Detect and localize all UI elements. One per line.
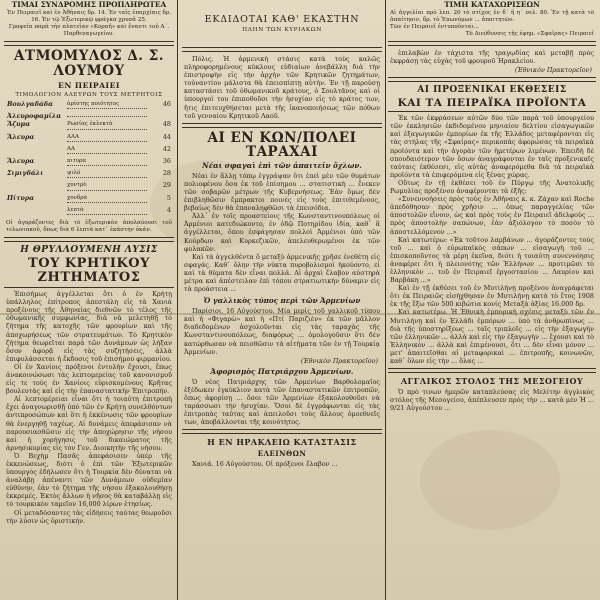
heraklion-headline: Η ΕΝ ΗΡΑΚΛΕΙΩ ΚΑΤΑΣΤΑΣΙΣ	[207, 437, 357, 448]
price-item-value	[149, 112, 171, 120]
price-row	[4, 100, 174, 112]
article-paragraph: Παρίσιοι, 16 Αὐγούστου. Μία μερὶς τοῦ γαλλικοῦ τύπου καὶ ἡ «Φιγαρὼ» καὶ ἡ «Πτί Παριζιὲν» ἐκ τῶν μᾶλλον διαδεδομένων ἀσχολοῦνται εἰς τὰς ταραχὰς τῆς Κωνσταντινουπόλεως, διαφόρως ... ὁμολογοῦσιν ὅτι δὲν κατώρθωσαν νὰ πεισθῶσιν τὰ αἰτήματα τῶν ἐν τῇ Τουρκίᾳ Ἀρμενίων.	[184, 307, 380, 356]
article-paragraph: Οὕτως ἐν τῇ ἐκθέσει τοῦ ἐν Πύργῳ τῆς Ἀνατολικῆς Ρωμυλίας προξένου ἀναφέρονται τὰ ἑξῆς:	[390, 178, 594, 196]
article-paragraph: Ἐπισήμως ἀγγέλλεται ὅτι ὁ ἐν Κρήτῃ ὑπάλληλος ἐπίτροπος ἀπεστάλη εἰς τὰ Χανιά προξένους τῆς Ἀθηναίας διεθνῶν τὸ τέλος τῆς ὀθωμανικῆς συμφωνίας, διὰ νὰ μελετηθῇ τὸ ζήτημα τῆς κατοχῆς τῶν φρουρίων καὶ τῆς ἀποχωρήσεως τῶν στρατευμάτων. Τὸ Κρητικὸν ζήτημα θεωρεῖται παρὰ τῶν Δυνάμεων ὡς λήξαν ὅσον ἀφορᾷ εἰς τὰς συζητήσεις, ἀλλὰ ἐπιφυλάσσεται ἡ ἔκδοσις τοῦ ἐπισήμου φιρμανίου.	[6, 290, 172, 363]
divider	[4, 287, 174, 288]
heraklion-subheadline: ΕΛΕΙΝΘΩΝ	[257, 449, 307, 459]
article-paragraph: Καὶ κατωτέρω: «Ἐκ τοῦτου λαμβάνων ... ἀγοράζοντες τοὺς τοῦ ... καὶ ὁ εὐρωπαϊκὸς σάπων ... εἰσαγωγὴ τοῦ ... ἐπισκοποῦντος τὰ μέρη ἐκεῖνα, διότι ἡ τοιαύτη συνεννόησις ἀναφέρει ὅτι ἡ πλειονότης τῶν Ἑλλήνων ... προτιμῶσι τὸ ἑλληνικὸν ... τοῦ ἐν Πειραιεῖ ἐργοστασίου ... Λαυρίου καὶ Βαρβάκη ...»	[390, 235, 594, 285]
price-item-value: 36	[162, 157, 171, 166]
price-item-name: Σιμιγδάλι	[7, 169, 44, 178]
price-row	[4, 169, 174, 181]
source-signature: (Ἐθνικὸν Πρακτορεῖον)	[300, 356, 378, 365]
price-item-value: 46	[162, 100, 171, 108]
article-paragraph: Ἀλλ᾽ ἐν τοῖς προαστείοις τῆς Κωνσταντινουπόλεως οἱ Ἀρμένιοι κατεδιώκοντο, ἐν ὁδῷ Ποτηρίδου ἰδία, καθ᾽ ἃ ἀγγέλλεται, ὅπου ἐσφάγησαν πολλοὶ Ἀρμένιοι ὑπὸ τῶν Κούρδων καὶ Κυρκεζικῶν, ἀπελευθερωμένοι ἐκ τῶν φυλακῶν.	[184, 212, 380, 253]
price-item-description: λεπτὰ	[67, 206, 147, 215]
article-paragraph: Καὶ ἐν τῇ ἐκθέσει τοῦ ἐν Μυτιλήνῃ προξένου ἀναγράφεται ὅτι ἐκ Πειραιῶς εἰσήχθησαν ἐν Μυτιλήνῃ κατὰ τὸ ἔτος 1908 ἐκ τῆς ἕξω τῶν 500 κιβώτια κονίς Μεταξὰ ἀξίας 16.000 δρ.	[390, 284, 594, 309]
price-item-value: 28	[162, 169, 171, 178]
editorial-address: Τὸ Διεύθυνσις τῆς ἐφημ. «Σφαῖρας» Πειραιεῖ	[465, 31, 594, 37]
divider	[388, 368, 596, 373]
price-item-name	[7, 206, 65, 218]
price-item-description: ΑΑ	[67, 145, 147, 154]
consular-headline-main: ΚΑΙ ΤΑ ΠΕΙΡΑΪΚΑ ΠΡΟΪΟΝΤΑ	[397, 97, 587, 110]
divider	[182, 123, 382, 128]
article-paragraph: Καὶ τὰ ἀγγελθέντα ὅ μεταξὺ ἀρμενικῆς χρῆσε ἐνεθέτη εἰς σφαγάς. Καθ᾽ ὅλην τὴν νύκτα πυροβολισμοὶ ἠκούοντο, εἰ καὶ τὰ θύματα δὲν εἶναι πολλά. Αἱ ἀρχαὶ ἔλαβον αὐστηρὰ μέτρα καὶ ἀπέστειλαν ἐπὶ τόπου στρατιωτικὴν δύναμιν εἰς τὰ προάστεια ...	[184, 252, 380, 294]
column-left	[4, 0, 174, 600]
article-paragraph: Ἐκ τῶν ἐκφράσεων αὐτῶν δύο τῶν παρὰ τοῦ ὑπουργείου τῶν ἐκκλησιῶν ἐκδιδομένου μηνιαίου δελτίου εἰσαγωγικῶν καὶ ἐξαγωγικῶν ἐμπορίων ἐκ τῆς Ἑλλάδος μεταφέρονται εἰς τὰς στήλας τῆς «Σφαίρας» περικοπὰς ἀφορώσας τὰ πειραϊκὰ προϊόντα καὶ τὴν ἀγορὰν τῶν ἡμετέρων λιμένων. Ἐπειδὴ δὲ σπουδαιότερον τῶν ὅσων ἀναγράφονται ἐν ταῖς προξενικαῖς ταύταις ἐκθέσεσι, εἰς αὐτὰς ἀναφερόμεθα διὰ τὰ πειραϊκὰ προϊόντα τὰ ἐπιφερόμενα εἰς ξένας χώρας.	[390, 114, 594, 179]
price-item-description: ΑΑΑ	[67, 133, 147, 142]
paper-fold	[0, 313, 600, 315]
masthead-center	[182, 0, 382, 44]
intro-paragraph: ἐπιλαβὼν ἐν τάχιστα τῆς τραγῳδίας καὶ μεταβῇ πρὸς ἐκφράσῃ τὰς εὐχὰς τοῦ φρουροῦ Ἡρακλείου.	[390, 49, 594, 66]
article-paragraph: Οἱ μεταδόσαντες τὰς εἰδήσεις ταύτας θεωροῦσι τὴν λύσιν ὡς ὁριστικήν.	[6, 508, 172, 525]
fleet-headline: ΑΓΓΛΙΚΟΣ ΣΤΟΛΟΣ ΤΗΣ ΜΕΣΟΓΕΙΟΥ	[400, 376, 584, 387]
price-item-value: 4	[166, 205, 171, 214]
column-rule	[385, 0, 386, 600]
divider	[388, 111, 596, 112]
price-item-description: χονδρὰ	[67, 194, 147, 203]
price-item-name: Ἄζυμα	[7, 120, 31, 129]
section-subheadline: Ἀφορισμὸς Πατριάρχου Ἀρμενίων.	[210, 366, 354, 376]
intro-paragraph: Πόλις. Ἡ ἀρμενικὴ στάσις κατὰ τοὺς καλῶς πληροφορημένους κύκλους εὐδιαίων ἀνεβάλλη διὰ τὴν ἐπιστροφὴν εἰς τὴν ἀρχὴν τῶν Κρητικῶν ζητημάτων, τοὐναντίον μάλιστα θὰ ἐπεισπίπτῃ αὐτήν. Ἐν τῇ παρούσῃ καταστάσει τοῦ ὀθωμανικοῦ κράτους, ὁ Σουλτᾶνος καὶ οἱ ὑπουργοὶ του ἐπιποθοῦσι τὴν ἡσυχίαν εἰς τὸ κράτος των, ἥτις ἐπιτευχθήσεται μετὰ τῆς ἱκανοποιήσεως τῶν πόθων τοῦ γενναίου Κρητικοῦ Λαοῦ.	[184, 55, 380, 120]
price-row	[4, 206, 174, 218]
price-item-description	[67, 112, 147, 117]
article-paragraph: Ὁ πρὸ τινων ἡμερῶν καταπλεύσας εἰς Μελίτην ἀγγλικὸς στόλος τῆς Μεσογείου, ἀπέπλευσεν πρὸς τὴν ... κατὰ μὲν Ἡ ... 9/21 Αὐγούστου ...	[390, 388, 594, 413]
price-row	[4, 133, 174, 145]
mill-advertisement	[4, 49, 174, 234]
subscription-title: ΤΙΜΑΙ ΣΥΝΔΡΟΜΗΣ ΠΡΟΠΛΗΡΩΤΕΑ	[11, 0, 167, 9]
price-row	[4, 194, 174, 206]
price-item-value: 29	[162, 181, 171, 190]
advertising-rates-text: Τῶν ἐν Πειραιεῖ ἐντυποῦνται...	[390, 24, 479, 30]
office-address: Γραφεῖα παρὰ τὴν πλατεῖαν «Κοραῆ» καὶ ἔναντι τοῦ Α΄. Παρθεναγωγείου.	[8, 24, 170, 37]
section-subheadline: Ὁ γαλλικὸς τύπος περὶ τῶν Ἀρμενίων	[203, 296, 361, 306]
price-item-value: 42	[162, 144, 171, 153]
mill-ad-title: ΑΤΜΟΜΥΛΟΣ Δ. Σ. ΛΟΥΜΟΥ	[14, 48, 164, 79]
article-paragraph: Χανιά. 16 Αὐγούστου. Οἱ πρόξενοι ἔλαβον ...	[192, 460, 338, 469]
advertising-rates-text: Αἱ ἀγγελίαι πρὸ λεπ. 20 τὸ στίχος ἐν δ΄ ἢ η΄ σελ. 80. Ἐν τῇ κατὰ τὸ ἀπαίτησιν, δρ. τὸ Ἐπωνύμων ... ἀπαιτητῶν.	[390, 10, 594, 23]
mill-ad-note: Οἱ ἀγοράζοντες διὰ τὸ ἐξωτερικὸν ἀπολαύουσι τοῦ τελωνιακοῦ, ὅπως διὰ 6 λεπτὰ κατ᾽ ἑκάστην ὀκάν.	[6, 220, 172, 234]
price-row	[4, 181, 174, 193]
advertising-rates-title: ΤΙΜΗ ΚΑΤΑΧΩΡΙΣΕΩΝ	[444, 0, 540, 9]
price-item-name: Ἄλευρα	[7, 157, 35, 166]
article-paragraph: «Συνεννοήσεις πρὸς τοὺς ἐν Ἀθήναις κ. κ. Ζάχαν καὶ Roche ἀπεδόθησαν πρὸς χρῆσιν ... ὅπως παραγγελίας τῶν ἀποστολῶν εἴνοιν, ὡς καὶ πρὸς τοὺς ἐν Πειραιεῖ ἀδελφοὺς ... πρὸς ἀποστολὴν σαπώνων, ἐὰν ἀξιόλογον τὸ ποσὸν τὸ ἀποστελλόμενον ...»	[390, 195, 594, 236]
price-item-value: 48	[162, 120, 171, 129]
price-item-value: 44	[162, 132, 171, 141]
publication-exception: ΠΛΗΝ ΤΩΝ ΚΥΡΙΑΚΩΝ	[242, 26, 322, 33]
price-item-name	[7, 181, 65, 193]
price-item-name: Ἀλευροφαμίλα	[7, 112, 62, 121]
subscription-box	[4, 0, 174, 38]
riots-headline: ΑΙ ΕΝ ΚΩΝ/ΠΟΛΕΙ ΤΑΡΑΧΑΙ	[207, 129, 357, 160]
mill-ad-location: ΕΝ ΠΕΙΡΑΙΕΙ	[58, 81, 120, 90]
price-list	[4, 100, 174, 218]
price-item-name	[7, 145, 65, 157]
advertising-rates-box	[388, 0, 596, 38]
article-paragraph: Αἱ λεπτομέρειαι εἶναι ὅτι ἡ τοιαύτη ἐπιτροπὴ ἔχει ἀναγνωρισθῇ ὑπὸ τῶν ἐν Κρήτῃ συνελθόντων ἀντιπροσώπων καὶ ὅτι ἡ ἐκκένωσις τῶν φρουρίων θὰ ἐνεργηθῇ ταχέως. Αἱ δυνάμεις ἀπεφάσισαν νὰ παρουσιασθῶσιν εἰς τὴν ἀποχώρησιν τῆς νήσου καὶ ἡ χορήγησις τοῦ δικαιώματος τῆς ἀρνησικυρίας εἰς τὸν Γεν. Διοικητὴν τῆς νήσου.	[6, 395, 172, 452]
price-item-name: Ἄλευρα	[7, 132, 35, 141]
price-item-name: Βουλγαδάδα	[7, 100, 54, 108]
divider	[4, 41, 174, 46]
article-headline: Η ΘΡΥΛΛΟΥΜΕΝΗ ΛΥΣΙΣ	[20, 245, 158, 256]
source-signature: (Ἐθνικὸν Πρακτορεῖον)	[514, 66, 592, 75]
article-paragraph: Νέαι ἐν ἄλλῃ τόπῳ ἐγγράψαν ὅτι ἐπεὶ μὲν τῶν θυμάτων πολιοφένου ὅσα ἐκ τοῦ ἐπίσημου ... στατιστικὴ ... ἕνεκεν τῶν σοβαρῶν μέτρων τῆς Κυβερνήσεως. Ἐὰν ὅμως δὲν ἐπιβληθῶσιν ἔμπρακτοι ποινὲς εἰς τοὺς ἐπιτιθεμένους, βεβαίως δὲν θὰ ἐπαναληφθῶσι τὰ ἐπεισόδια.	[184, 171, 380, 213]
subscription-prices: Ἐν Πειραιεῖ καὶ ἐν Ἀθήναις δρ. 14. Ἐν ταῖς ἐπαρχίαις δρ. 16. Ἐν τῷ Ἐξωτερικῷ φράγκα χρυσᾶ 25.	[7, 10, 171, 23]
cretan-question-article	[4, 245, 174, 525]
divider	[4, 237, 174, 242]
price-item-description: Ρωσίας ἐκλεκτὰ	[67, 120, 147, 129]
publication-frequency: ΕΚΔΙΔΟΤΑΙ ΚΑΘ' ΕΚΑΣΤΗΝ	[204, 13, 360, 25]
price-item-name: Πίτυρα	[7, 193, 35, 202]
article-headline-main: ΤΟΥ ΚΡΗΤΙΚΟΥ ΖΗΤΗΜΑΤΟΣ	[28, 256, 150, 286]
divider	[182, 429, 382, 434]
divider	[182, 47, 382, 52]
article-paragraph: Οἱ ἐν Χανίοις πρόξενοι ἐντολὴν ἔχουσι, ἔπως ἀνακοινώσωσι τὰς λεπτομερείας τοῦ κανονισμοῦ εἰς τε τοὺς ἐν Χανίοις εὑρισκομένους Κρῆτας βουλευτὰς καὶ εἰς τὴν ἐπαναστατικὴν Ἐπιτροπήν.	[6, 362, 172, 396]
article-paragraph: Ὁ νέος Πατριάρχης τῶν Ἀρμενίων Βαρθολομαῖος ἐξέδωκεν ἐγκύκλιον κατὰ τῶν ἐπαναστατικῶν ἐπιτροπῶν, ὅπως ἀφορίσῃ ... ὅσοι τῶν Ἀρμενίων ἐξακολουθοῦσι νὰ ταράσσωσι τὴν ἡσυχίαν. Ὅσοι δὲ ἐγγράφωνται εἰς τὰς ἐπιτροπὰς ταύτας καὶ ἀπειλοῦσι τοὺς ἄλλους ὁμοεθνεῖς των, ἀποβάλλονται τῆς κοινότητος.	[184, 377, 380, 427]
price-item-description: ψιλό	[67, 169, 147, 178]
mill-ad-pricelist-title: ΤΙΜΟΛΟΓΙΟΝ ΑΛΕΥΡΩΝ ΤΟΥΣ ΜΕΤΡΗΤΟΙΣ	[15, 92, 163, 98]
price-item-value: 5	[166, 193, 171, 202]
article-paragraph: Ὁ Βεχὴμ Πασᾶς ἀπεφάσισεν ὑπὲρ τῆς ἐκκενώσεως, διότι ὁ ἐπὶ τῶν Ἐξωτερικῶν ὑπουργὸς ἐδήλωσεν ὅτι ἡ Τουρκία δὲν δύναται νὰ ἀναλάβῃ ἀπέναντι τῶν Δυνάμεων οὐδεμίαν εὐθύνην, ἐὰν τὸ ζήτημα τῆς νήσου ἐξακολουθήσῃ ἐκκρεμές. Ἐκτὸς ἄλλων ἡ νῆσος θὰ καταβάλλῃ εἰς τὸ τουρκικὸν ταμεῖον 16,000 λίρων ἐτησίως.	[6, 451, 172, 509]
price-item-description: χοντρὸ	[67, 181, 147, 190]
price-row	[4, 145, 174, 157]
price-item-description: πιτυρα	[67, 157, 147, 166]
divider	[388, 77, 596, 82]
riots-subheadline: Νέαι σφαγαὶ ἐπὶ τῶν ἀπαιτεῖν ὄχλων.	[202, 160, 362, 170]
column-middle	[182, 0, 382, 600]
column-right	[388, 0, 596, 600]
column-rule	[177, 0, 178, 600]
price-row	[4, 157, 174, 169]
consular-headline: ΑΙ ΠΡΟΞΕΝΙΚΑΙ ΕΚΘΕΣΕΙΣ	[417, 85, 567, 96]
divider	[388, 41, 596, 46]
price-row	[4, 120, 174, 132]
article-paragraph: Καὶ κατωτέρω. Ἡ Ἐθνικὴ ἐμπορικὴ σχέσις μεταξὺ τῶν ἐν Μυτιλήνῃ καὶ ἐν Ἑλλάδι ἐμπόρων ... ὑπὸ τὰ ἀνθρωπίνως ... διὰ τῆς ὑποστηρίξεως ... ταῖς τριπλοῖς ... εἰς τὴν ἐξαγωγὴν τῶν ἑλληνικῶν ... ἀλλὰ καὶ εἰς τὴν ἐξαγωγὴν ... ἔχουσι καὶ τὸ Ἑλληνικὸν ... ἀλλὰ καὶ ἐπιμένουσι, ὅτι ... δὲν εἶναι μόνον ... μετ' ἀπαιτεῖσθαι αἱ μεταφορικαὶ ... ἐπιτροπῆς, κοινωνῶν, καθ᾽ ὅλων εἰς τὴν ... ὅλας ...	[390, 308, 594, 365]
price-item-description: ἀρίστης ποιότητος	[67, 100, 147, 109]
